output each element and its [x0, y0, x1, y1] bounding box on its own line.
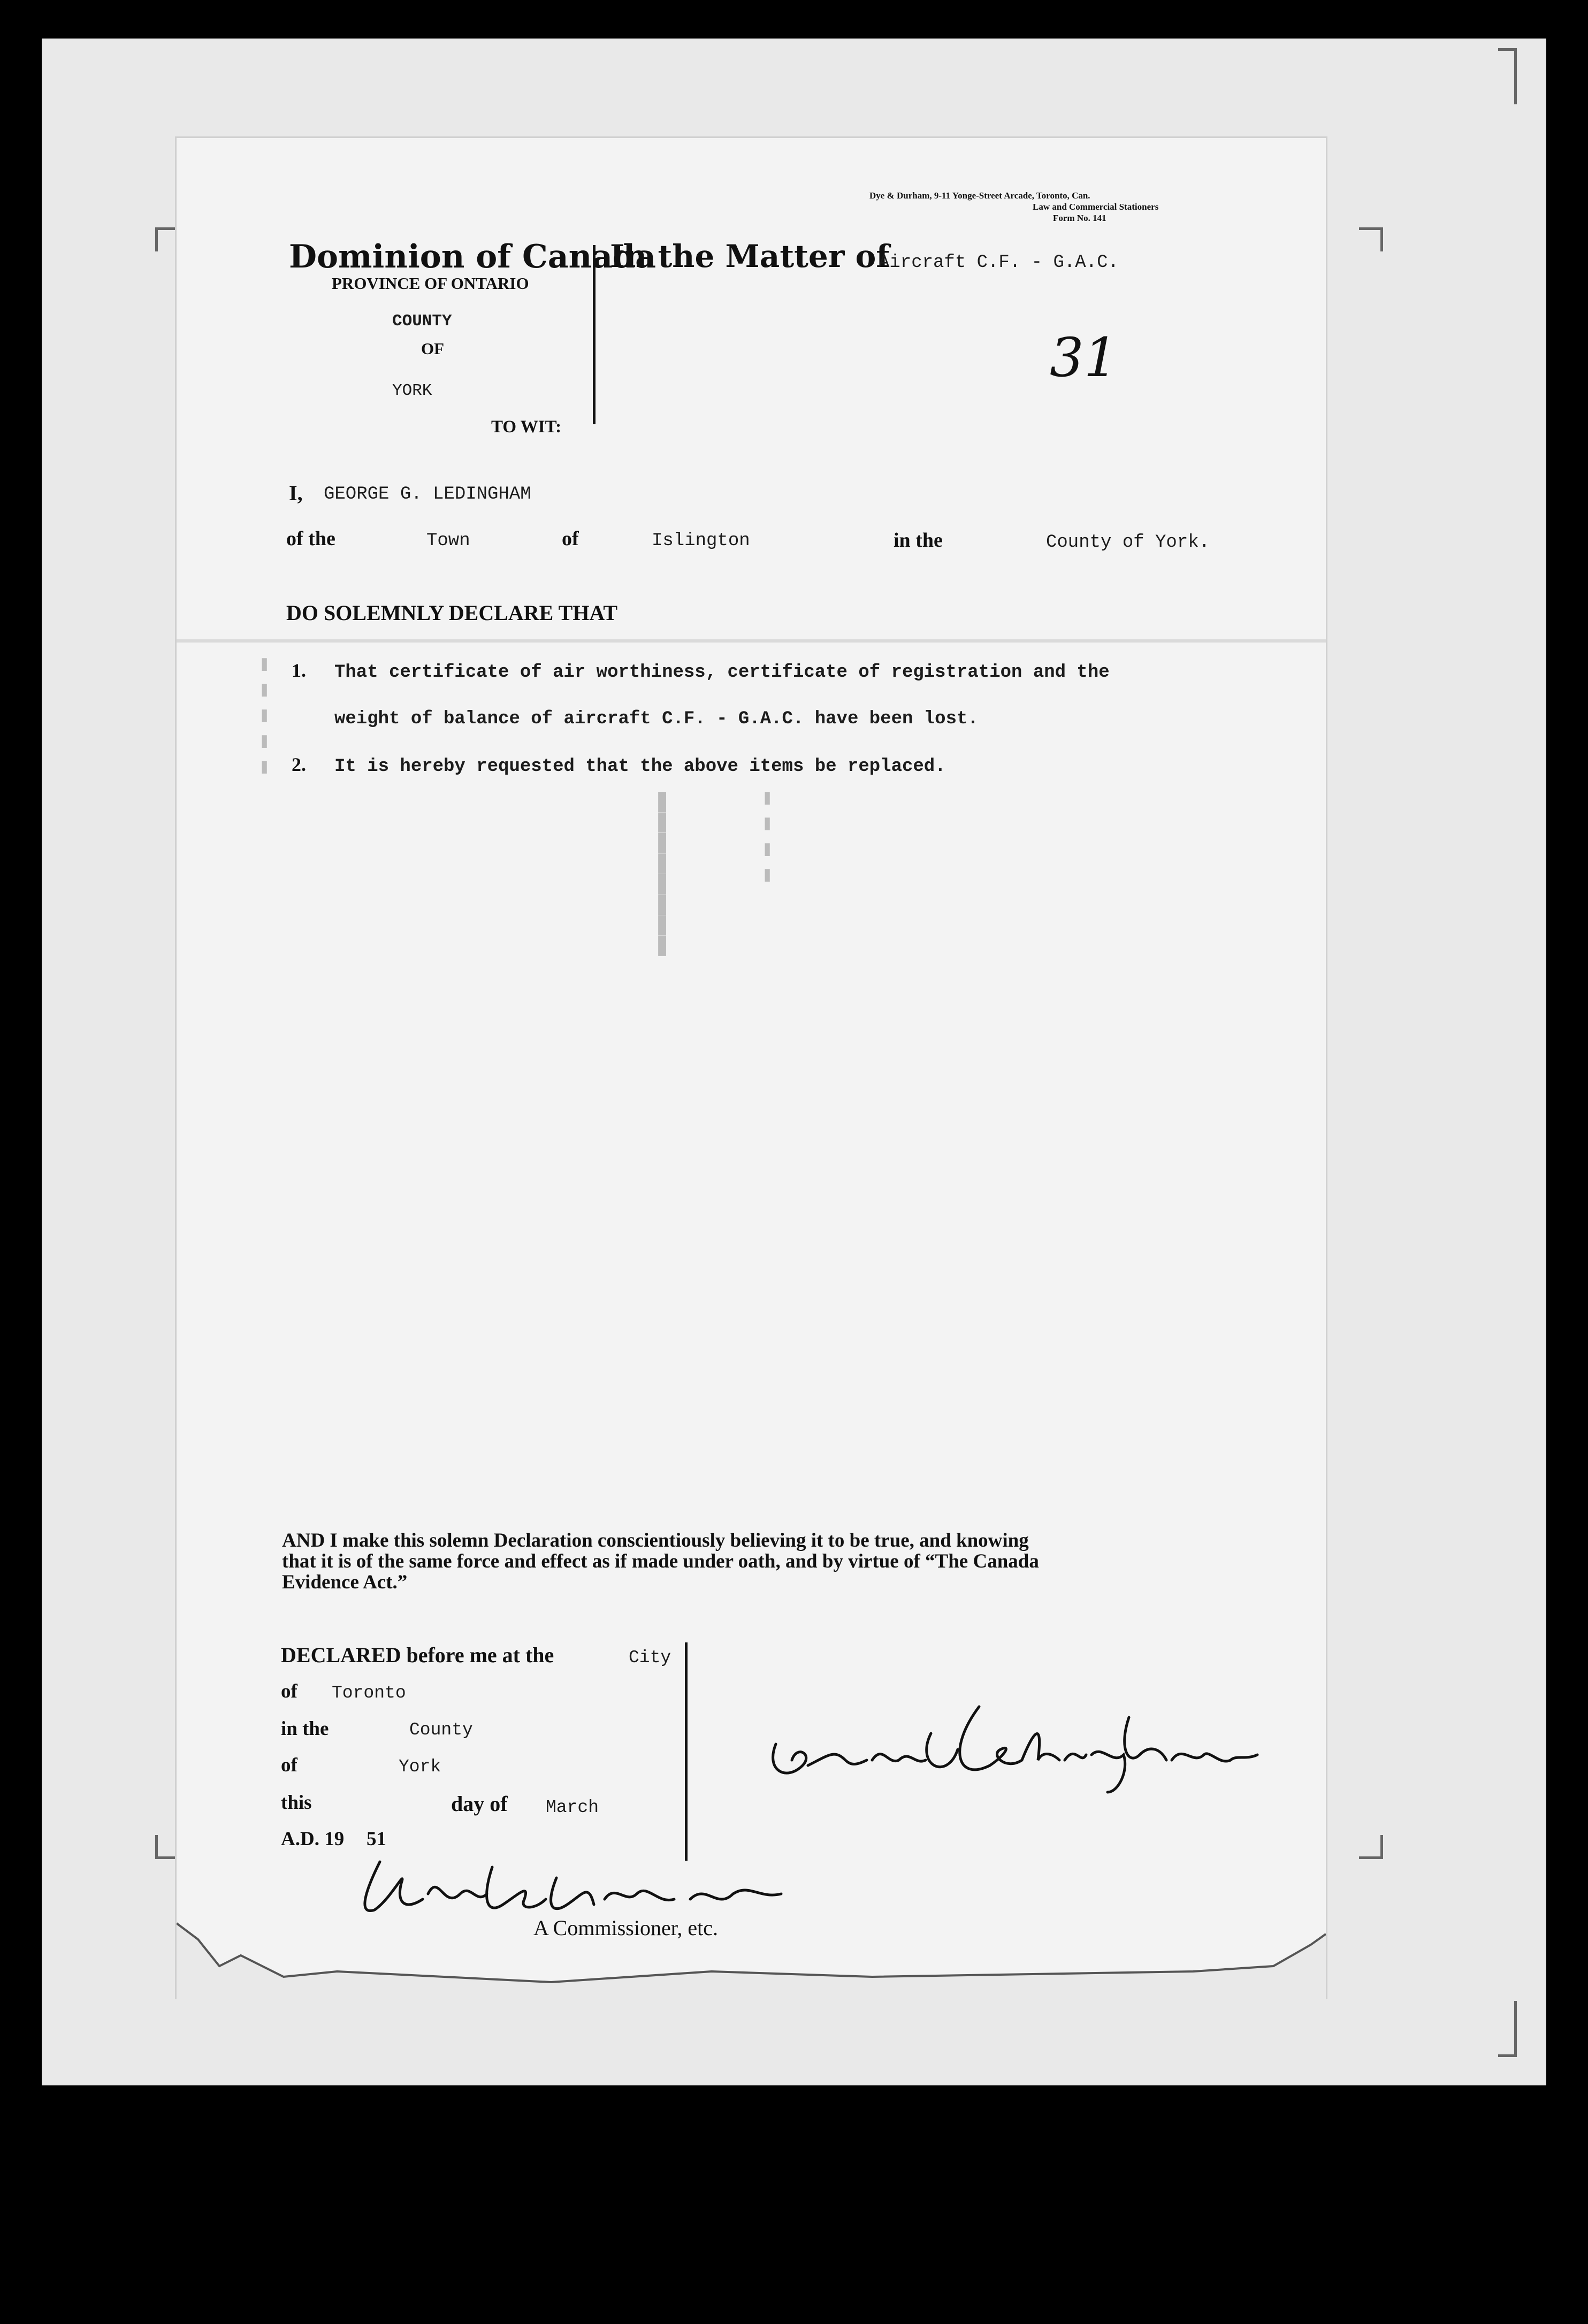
city-label: City — [629, 1648, 671, 1668]
paper-fold-line — [177, 639, 1326, 643]
day-of-label: day of — [451, 1792, 508, 1816]
province-label: PROVINCE OF ONTARIO — [332, 274, 529, 293]
county-label: COUNTY — [392, 312, 452, 331]
declare-heading: DO SOLEMNLY DECLARE THAT — [286, 601, 618, 625]
commissioner-label: A Commissioner, etc. — [533, 1916, 719, 1940]
crop-mark — [1359, 1835, 1383, 1859]
place-type: Town — [426, 531, 470, 551]
item-2-line-1: It is hereby requested that the above items be replaced. — [334, 756, 946, 777]
in-the-label-2: in the — [281, 1718, 329, 1740]
county-value: County of York. — [1046, 532, 1210, 553]
of-the-label: of the — [286, 528, 335, 550]
stationer-line-2: Law and Commercial Stationers — [1033, 202, 1159, 212]
solemn-line-1: AND I make this solemn Declaration conscientiously believing it to be true, and knowing — [282, 1530, 1029, 1551]
stationer-line-1: Dye & Durham, 9-11 Yonge-Street Arcade, Toronto, Can. — [869, 190, 1090, 201]
york-label: YORK — [392, 381, 432, 400]
to-wit-label: TO WIT: — [491, 417, 562, 437]
i-label: I, — [289, 481, 303, 505]
stationer-line-3: Form No. 141 — [1053, 213, 1106, 223]
county-label-2: County — [409, 1720, 473, 1740]
item-1-line-2: weight of balance of aircraft C.F. - G.A.C. have been lost. — [334, 709, 979, 729]
place-name: Islington — [652, 531, 750, 551]
ad-label: A.D. 19 — [281, 1828, 345, 1850]
year-value: 51 — [367, 1828, 386, 1850]
torn-paper-edge — [177, 1913, 1326, 2009]
declared-before-label: DECLARED before me at the — [281, 1643, 554, 1667]
city-toronto: Toronto — [332, 1683, 406, 1703]
crop-mark — [1359, 227, 1383, 251]
county-york: York — [399, 1757, 441, 1777]
header-brace — [593, 245, 595, 424]
this-label: this — [281, 1792, 312, 1814]
crop-mark — [155, 227, 179, 251]
of-label-2: of — [562, 528, 579, 550]
item-1-line-1: That certificate of air worthiness, certificate of registration and the — [334, 662, 1110, 683]
dominion-title: Dominion of Canada — [289, 238, 656, 276]
of-label-3: of — [281, 1680, 297, 1702]
in-the-label: in the — [894, 529, 943, 552]
declarant-name: GEORGE G. LEDINGHAM — [324, 484, 531, 504]
crop-mark — [1498, 2001, 1517, 2057]
crop-mark — [155, 1835, 179, 1859]
declarant-signature — [754, 1685, 1263, 1803]
solemn-line-2: that it is of the same force and effect as if made under oath, and by virtue of “The Canada — [282, 1550, 1039, 1572]
item-2-number: 2. — [292, 754, 306, 775]
bleed-through-text: ▬ ▬ ▬ ▬ ▬ — [254, 658, 278, 774]
item-1-number: 1. — [292, 660, 306, 681]
month-value: March — [546, 1798, 599, 1817]
crop-mark — [1498, 48, 1517, 104]
bleed-through-text: ▬▬▬▬▬▬▬▬ — [646, 792, 685, 957]
solemn-line-3: Evidence Act.” — [282, 1571, 408, 1593]
of-label-4: of — [281, 1754, 297, 1776]
bleed-through-text: ▬ ▬ ▬ ▬ — [757, 792, 781, 882]
matter-value: Aircraft C.F. - G.A.C. — [879, 253, 1119, 273]
in-the-matter-title: In the Matter of — [610, 238, 890, 274]
handwritten-page-number: 31 — [1050, 326, 1118, 389]
declared-brace — [685, 1642, 688, 1861]
of-label: OF — [421, 339, 445, 358]
